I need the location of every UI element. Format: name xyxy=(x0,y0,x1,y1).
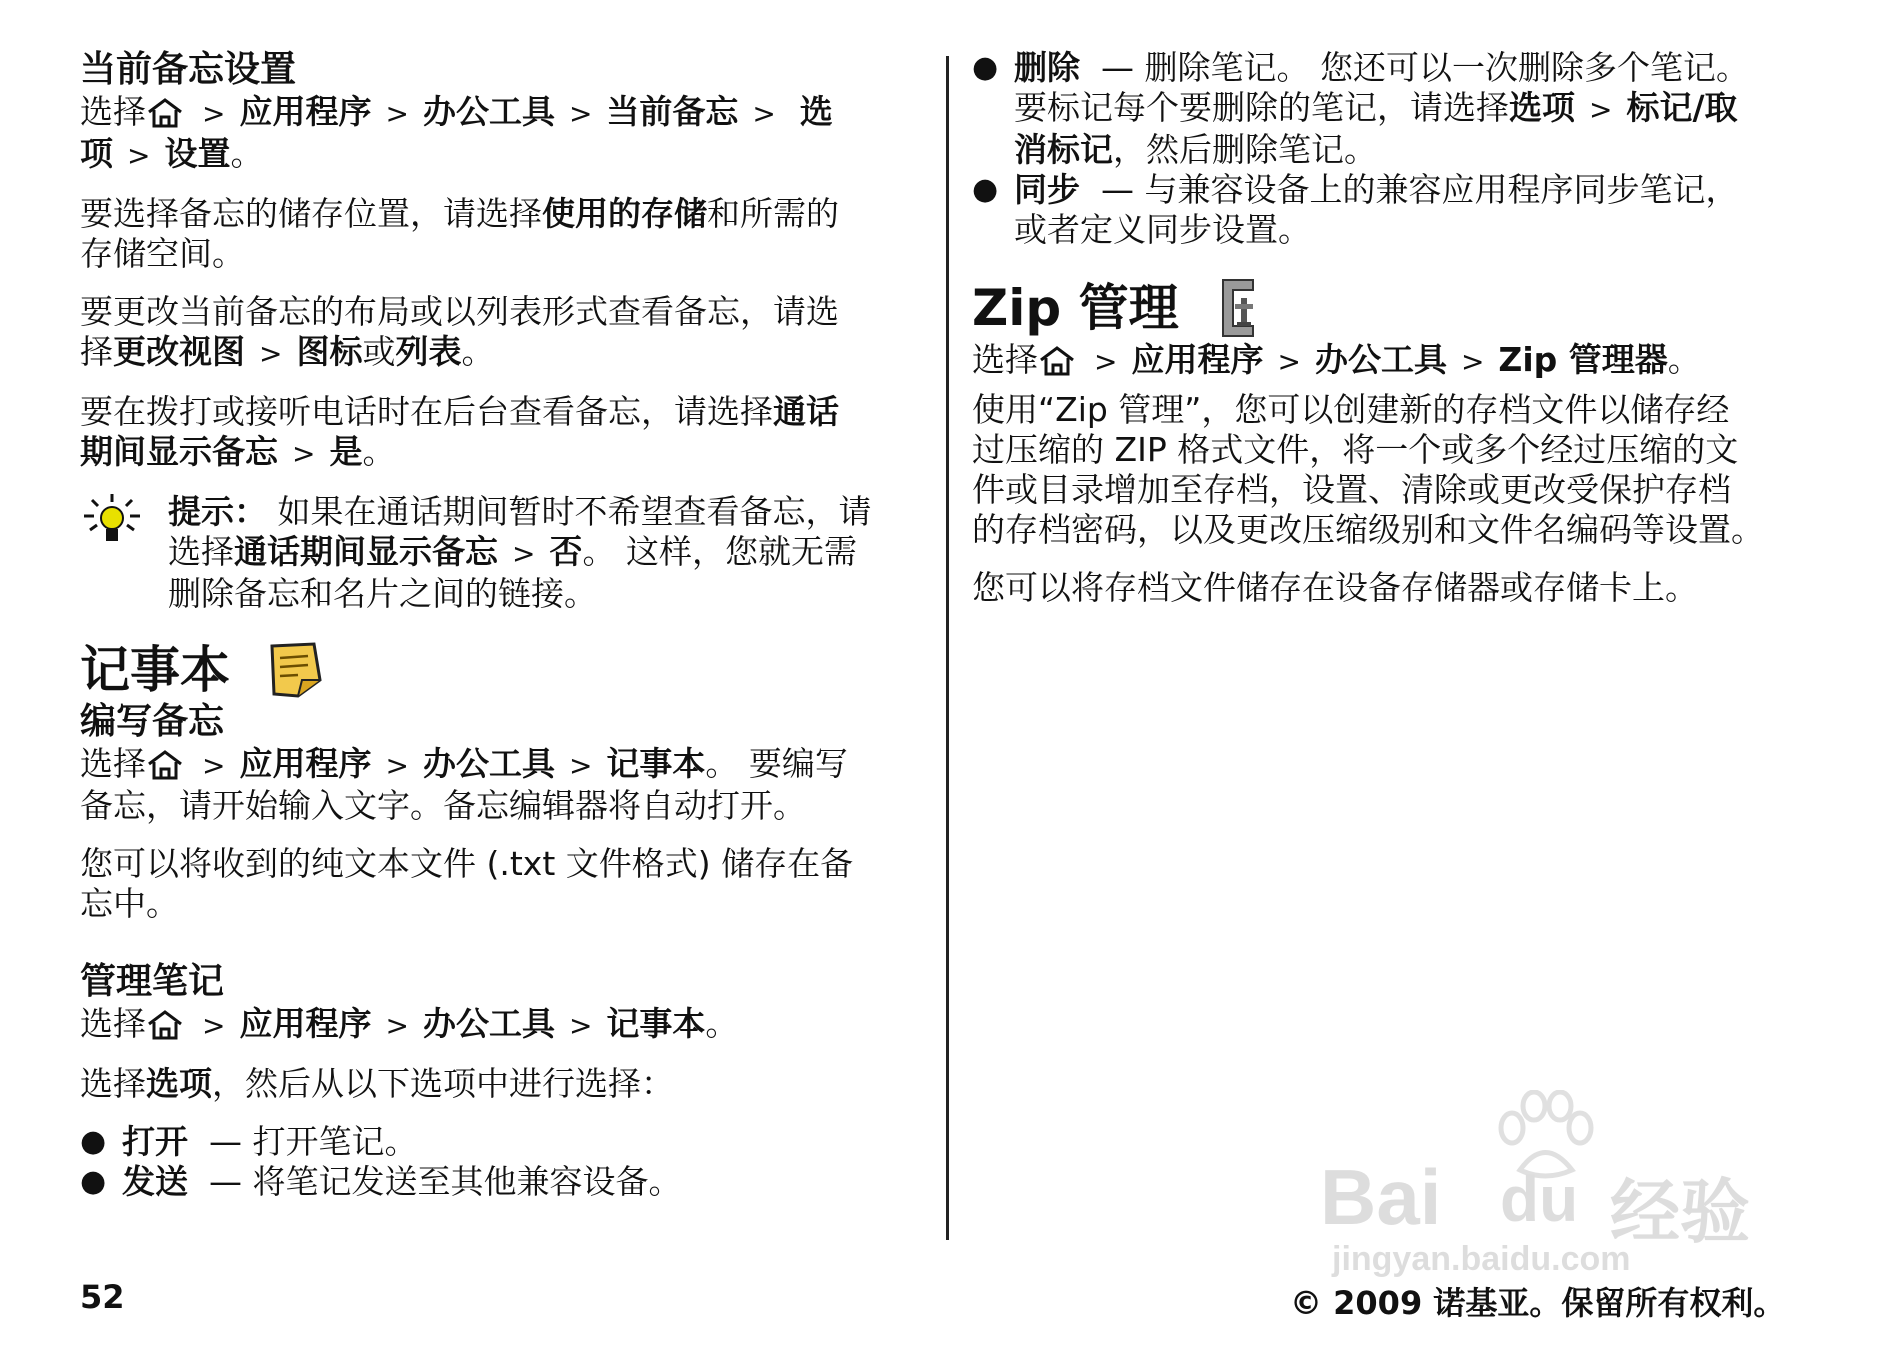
home-icon xyxy=(146,97,184,129)
zip-paragraph-line: 过压缩的 ZIP 格式文件，将一个或多个经过压缩的文 xyxy=(972,430,1739,469)
path-zip: 选择 > 应用程序 > 办公工具 > Zip 管理器。 xyxy=(972,340,1701,379)
right-column xyxy=(972,48,1822,608)
call-paragraph-cont: 期间显示备忘 > 是。 xyxy=(80,432,396,471)
zip-title: Zip 管理 xyxy=(972,279,1179,337)
write-paragraph-cont: 备忘，请开始输入文字。备忘编辑器将自动打开。 xyxy=(80,786,806,825)
storage-paragraph: 要选择备忘的储存位置，请选择使用的存储和所需的 xyxy=(80,194,839,233)
notepad-title-row xyxy=(80,640,920,700)
list-item-sync: ● 同步 — 与兼容设备上的兼容应用程序同步笔记， xyxy=(972,170,1739,209)
baidu-watermark xyxy=(1320,1090,1800,1278)
notepad-title: 记事本 xyxy=(80,641,230,699)
current-memo-heading: 当前备忘设置 xyxy=(80,49,297,90)
path-notepad-write: 选择 > 应用程序 > 办公工具 > 记事本。 要编写 xyxy=(80,744,848,783)
clamp-icon xyxy=(1213,276,1263,340)
column-divider xyxy=(946,56,949,1240)
storage-paragraph-cont: 存储空间。 xyxy=(80,234,245,273)
write-memo-heading: 编写备忘 xyxy=(80,701,225,742)
path-notepad-manage: 选择 > 应用程序 > 办公工具 > 记事本。 xyxy=(80,1004,739,1043)
home-icon xyxy=(1038,345,1076,377)
bullet-icon: ● xyxy=(972,172,999,207)
layout-paragraph-cont: 择更改视图 > 图标或列表。 xyxy=(80,332,495,371)
watermark-url: jingyan.baidu.com xyxy=(1332,1240,1631,1278)
page-number: 52 xyxy=(80,1278,125,1316)
list-item-delete: ● 删除 — 删除笔记。 您还可以一次删除多个笔记。 xyxy=(972,48,1749,87)
call-paragraph: 要在拨打或接听电话时在后台查看备忘，请选择通话 xyxy=(80,392,839,431)
list-item-open: ● 打开 — 打开笔记。 xyxy=(80,1122,418,1161)
delete-cont-1: 要标记每个要删除的笔记，请选择选项 > 标记/取 xyxy=(1014,88,1738,127)
zip-paragraph-line: 件或目录增加至存档，设置、清除或更改受保护存档 xyxy=(972,470,1731,509)
layout-paragraph: 要更改当前备忘的布局或以列表形式查看备忘，请选 xyxy=(80,292,839,331)
options-paragraph: 选择选项，然后从以下选项中进行选择： xyxy=(80,1064,674,1103)
bullet-icon: ● xyxy=(80,1124,107,1159)
txt-paragraph: 您可以将收到的纯文本文件 (.txt 文件格式) 储存在备 xyxy=(80,844,854,883)
copyright: © 2009 诺基亚。保留所有权利。 xyxy=(1290,1284,1786,1322)
home-icon xyxy=(146,1009,184,1041)
lightbulb-icon xyxy=(80,492,168,614)
zip-paragraph-line: 使用“Zip 管理”，您可以创建新的存档文件以储存经 xyxy=(972,390,1730,429)
txt-paragraph-cont: 忘中。 xyxy=(80,884,179,923)
list-item-send: ● 发送 — 将笔记发送至其他兼容设备。 xyxy=(80,1162,682,1201)
bullet-icon: ● xyxy=(80,1164,107,1199)
zip-paragraph-line: 的存档密码，以及更改压缩级别和文件名编码等设置。 xyxy=(972,510,1764,549)
bullet-icon: ● xyxy=(972,50,999,85)
tip-label: 提示： xyxy=(168,492,267,531)
paw-icon xyxy=(1490,1090,1600,1180)
sync-cont: 或者定义同步设置。 xyxy=(1014,210,1311,249)
watermark-brand: Bai xyxy=(1320,1153,1442,1241)
zip-storage-paragraph: 您可以将存档文件储存在设备存储器或存储卡上。 xyxy=(972,568,1698,607)
left-column xyxy=(80,48,920,1202)
zip-title-row xyxy=(972,276,1822,340)
path-current-memo: 选择 > 应用程序 > 办公工具 > 当前备忘 > 选 xyxy=(80,92,833,131)
notepad-icon xyxy=(264,640,324,700)
watermark-brand2: du xyxy=(1500,1163,1579,1235)
home-icon xyxy=(146,749,184,781)
delete-cont-2: 消标记，然后删除笔记。 xyxy=(1014,130,1377,169)
watermark-brand-cn: 经验 xyxy=(1610,1173,1750,1251)
manage-notes-heading: 管理笔记 xyxy=(80,961,225,1002)
path-current-memo-cont: 项 > 设置。 xyxy=(80,134,264,173)
tip-box: 提示： 如果在通话期间暂时不希望查看备忘，请 选择通话期间显示备忘 > 否。 这样，您就无需 删除备忘和名片之间的链接。 xyxy=(80,492,920,614)
